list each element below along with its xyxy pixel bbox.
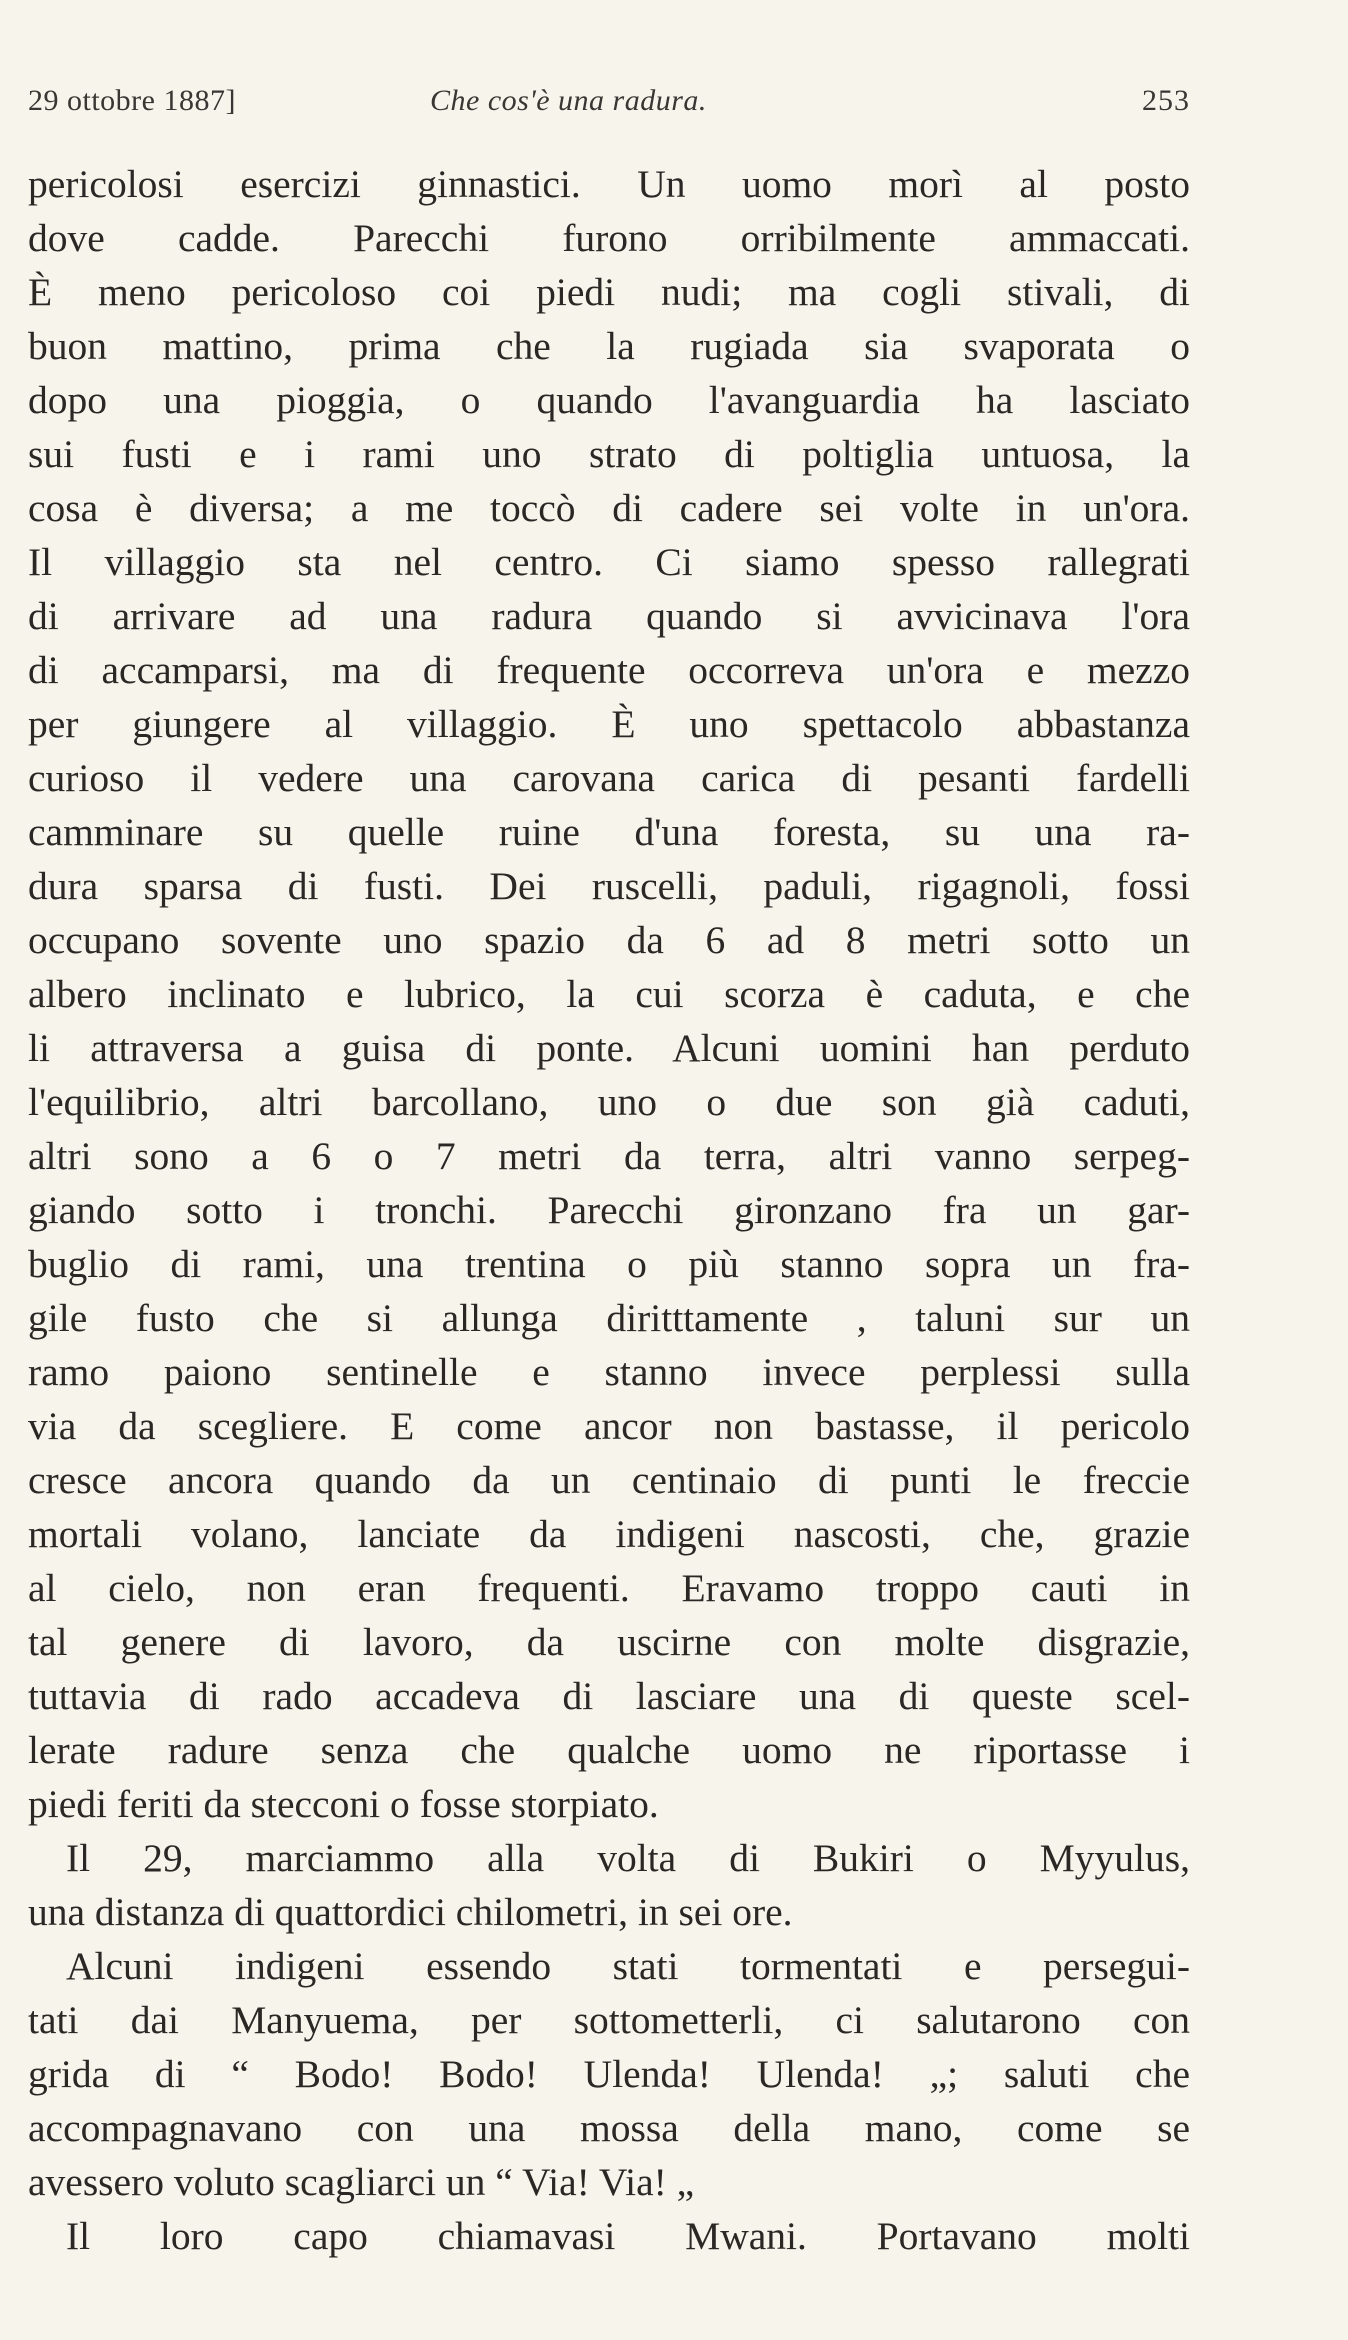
text-line: dopo una pioggia, o quando l'avanguardia ha lasciato xyxy=(28,378,1190,422)
text-line: occupano sovente uno spazio da 6 ad 8 metri sotto un xyxy=(28,918,1190,962)
text-line: per giungere al villaggio. È uno spettacolo abbastanza xyxy=(28,702,1190,746)
header-title: Che cos'è una radura. xyxy=(430,84,707,117)
text-line: accompagnavano con una mossa della mano, come se xyxy=(28,2106,1190,2150)
text-line: pericolosi esercizi ginnastici. Un uomo morì al posto xyxy=(28,162,1190,206)
text-line: di accamparsi, ma di frequente occorreva un'ora e mezzo xyxy=(28,648,1190,692)
text-line: una distanza di quattordici chilometri, in sei ore. xyxy=(28,1890,793,1934)
text-line: cosa è diversa; a me toccò di cadere sei volte in un'ora. xyxy=(28,486,1190,530)
text-line: tati dai Manyuema, per sottometterli, ci salutarono con xyxy=(28,1998,1190,2042)
text-line: curioso il vedere una carovana carica di pesanti fardelli xyxy=(28,756,1190,800)
body-text xyxy=(28,157,1190,2263)
text-line: grida di “ Bodo! Bodo! Ulenda! Ulenda! „; saluti che xyxy=(28,2052,1190,2096)
text-line: dove cadde. Parecchi furono orribilmente ammaccati. xyxy=(28,216,1190,260)
text-line: È meno pericoloso coi piedi nudi; ma cogli stivali, di xyxy=(28,270,1190,314)
text-line: sui fusti e i rami uno strato di poltiglia untuosa, la xyxy=(28,432,1190,476)
text-line: avessero voluto scagliarci un “ Via! Via! „ xyxy=(28,2160,695,2204)
text-line: dura sparsa di fusti. Dei ruscelli, paduli, rigagnoli, fossi xyxy=(28,864,1190,908)
text-line: di arrivare ad una radura quando si avvicinava l'ora xyxy=(28,594,1190,638)
text-line: l'equilibrio, altri barcollano, uno o due son già caduti, xyxy=(28,1080,1190,1124)
running-head xyxy=(28,84,1190,128)
text-line: piedi feriti da stecconi o fosse storpiato. xyxy=(28,1782,659,1826)
text-line: tuttavia di rado accadeva di lasciare una di queste scel- xyxy=(28,1674,1190,1718)
text-line: Il villaggio sta nel centro. Ci siamo spesso rallegrati xyxy=(28,540,1190,584)
text-line: camminare su quelle ruine d'una foresta, su una ra- xyxy=(28,810,1190,854)
text-line: mortali volano, lanciate da indigeni nascosti, che, grazie xyxy=(28,1512,1190,1556)
text-line: gile fusto che si allunga diritttamente , taluni sur un xyxy=(28,1296,1190,1340)
text-line: Alcuni indigeni essendo stati tormentati e persegui- xyxy=(66,1944,1190,1988)
text-line: al cielo, non eran frequenti. Eravamo troppo cauti in xyxy=(28,1566,1190,1610)
text-line: albero inclinato e lubrico, la cui scorza è caduta, e che xyxy=(28,972,1190,1016)
text-line: cresce ancora quando da un centinaio di punti le freccie xyxy=(28,1458,1190,1502)
text-line: buon mattino, prima che la rugiada sia svaporata o xyxy=(28,324,1190,368)
text-line: ramo paiono sentinelle e stanno invece perplessi sulla xyxy=(28,1350,1190,1394)
page-number: 253 xyxy=(1142,84,1190,117)
text-line: tal genere di lavoro, da uscirne con molte disgrazie, xyxy=(28,1620,1190,1664)
text-line: giando sotto i tronchi. Parecchi gironzano fra un gar- xyxy=(28,1188,1190,1232)
text-line: li attraversa a guisa di ponte. Alcuni uomini han perduto xyxy=(28,1026,1190,1070)
text-line: lerate radure senza che qualche uomo ne riportasse i xyxy=(28,1728,1190,1772)
text-line: buglio di rami, una trentina o più stanno sopra un fra- xyxy=(28,1242,1190,1286)
text-line: Il loro capo chiamavasi Mwani. Portavano molti xyxy=(66,2214,1190,2258)
text-line: Il 29, marciammo alla volta di Bukiri o Myyulus, xyxy=(66,1836,1190,1880)
text-line: altri sono a 6 o 7 metri da terra, altri vanno serpeg- xyxy=(28,1134,1190,1178)
header-date: 29 ottobre 1887] xyxy=(28,84,236,117)
text-line: via da scegliere. E come ancor non bastasse, il pericolo xyxy=(28,1404,1190,1448)
